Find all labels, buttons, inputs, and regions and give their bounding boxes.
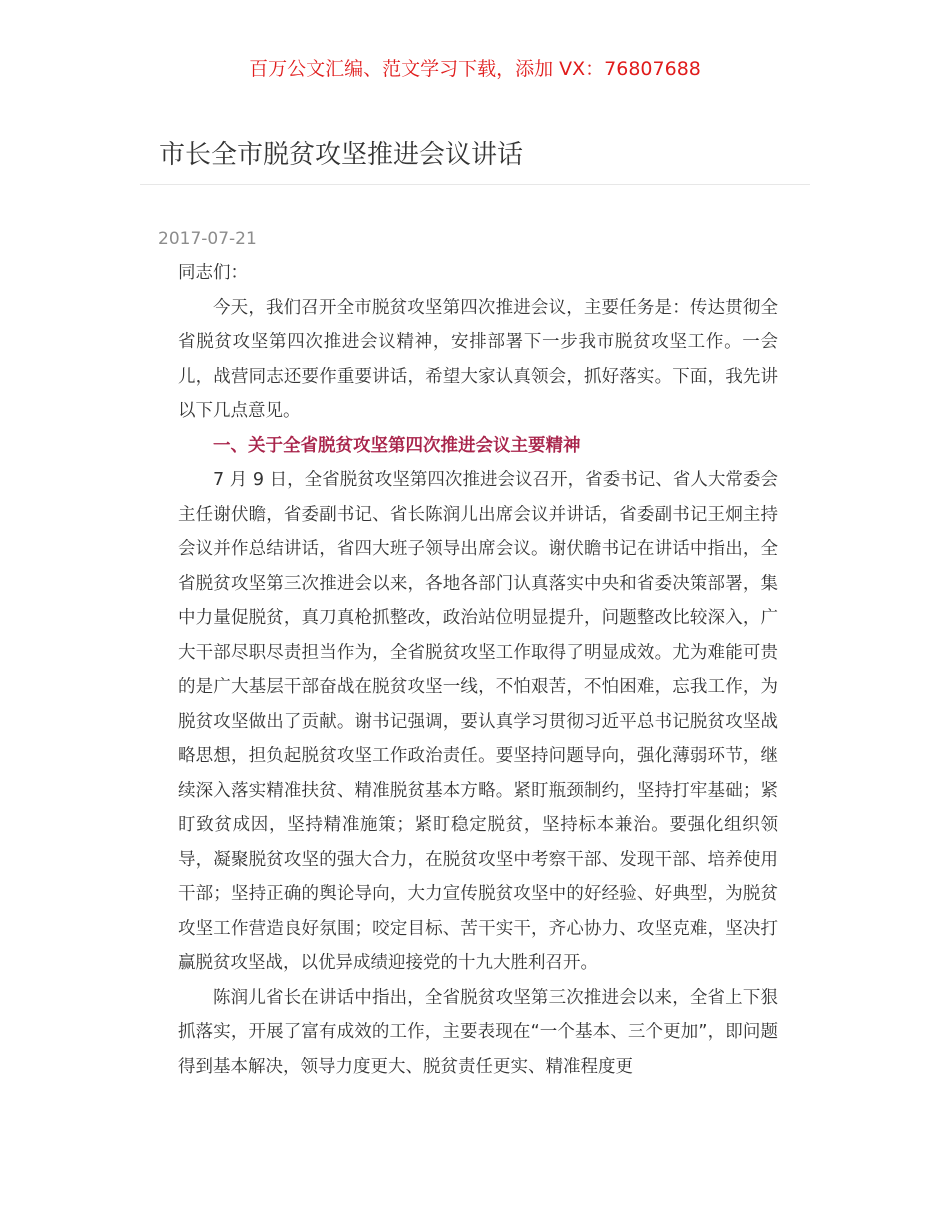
publish-date: 2017-07-21 (158, 229, 257, 249)
article-body (178, 256, 778, 1084)
paragraph-intro: 今天，我们召开全市脱贫攻坚第四次推进会议，主要任务是：传达贯彻全省脱贫攻坚第四次推进会议精神，安排部署下一步我市脱贫攻坚工作。一会儿，战营同志还要作重要讲话，希望大家认真领会，抓好落实。下面，我先讲以下几点意见。 (178, 297, 778, 421)
paragraph-provincial-meeting: 7 月 9 日，全省脱贫攻坚第四次推进会议召开，省委书记、省人大常委会主任谢伏瞻，省委副书记、省长陈润儿出席会议并讲话，省委副书记王炯主持会议并作总结讲话，省四大班子领导出席会议。谢伏瞻书记在讲话中指出，全省脱贫攻坚第三次推进会以来，各地各部门认真落实中央和省委决策部署，集中力量促脱贫，真刀真枪抓整改，政治站位明显提升，问题整改比较深入，广大干部尽职尽责担当作为，全省脱贫攻坚工作取得了明显成效。尤为难能可贵的是广大基层干部奋战在脱贫攻坚一线，不怕艰苦，不怕困难，忘我工作，为脱贫攻坚做出了贡献。谢书记强调，要认真学习贯彻习近平总书记脱贫攻坚战略思想，担负起脱贫攻坚工作政治责任。要坚持问题导向，强化薄弱环节，继续深入落实精准扶贫、精准脱贫基本方略。紧盯瓶颈制约，坚持打牢基础；紧盯致贫成因，坚持精准施策；紧盯稳定脱贫，坚持标本兼治。要强化组织领导，凝聚脱贫攻坚的强大合力，在脱贫攻坚中考察干部、发现干部、培养使用干部；坚持正确的舆论导向，大力宣传脱贫攻坚中的好经验、好典型，为脱贫攻坚工作营造良好氛围；咬定目标、苦干实干，齐心协力、攻坚克难，坚决打赢脱贫攻坚战，以优异成绩迎接党的十九大胜利召开。 (178, 470, 778, 973)
promo-banner: 百万公文汇编、范文学习下载，添加 VX：76807688 (249, 58, 701, 80)
section-heading: 一、关于全省脱贫攻坚第四次推进会议主要精神 (213, 435, 581, 456)
title-divider (140, 184, 810, 185)
paragraph-governor-speech: 陈润儿省长在讲话中指出，全省脱贫攻坚第三次推进会以来，全省上下狠抓落实，开展了富有成效的工作，主要表现在“一个基本、三个更加”，即问题得到基本解决，领导力度更大、脱贫责任更实、精准程度更 (178, 987, 778, 1077)
page-title: 市长全市脱贫攻坚推进会议讲话 (159, 140, 524, 170)
salutation: 同志们： (178, 263, 248, 283)
